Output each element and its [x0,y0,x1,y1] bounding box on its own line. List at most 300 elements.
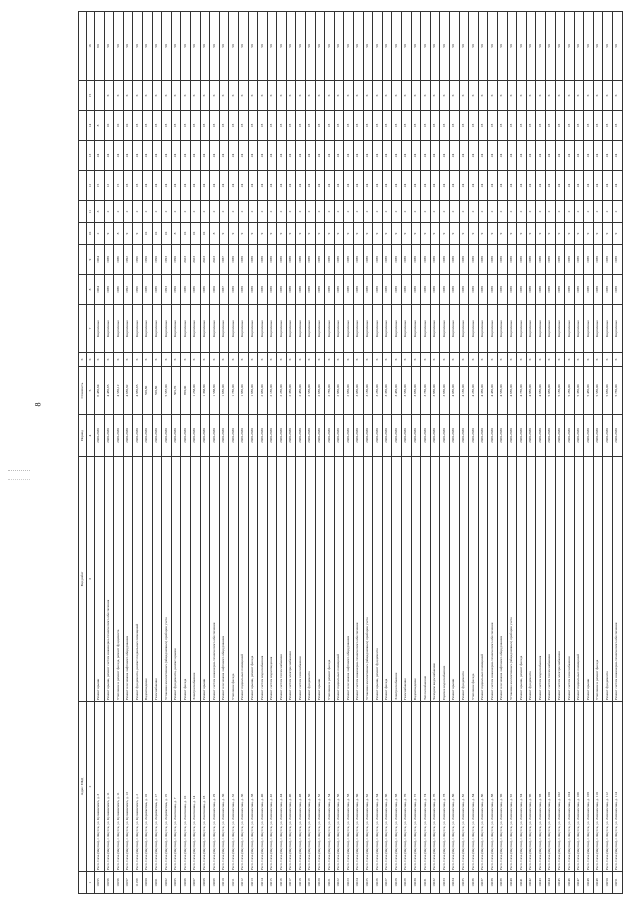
cell-year-repair: 1988 [277,245,287,275]
cell-col-15: 6 [430,81,440,111]
cell-col-16: 50 [593,12,603,81]
cell-col-14: 18 [286,111,296,141]
cell-year-repair: 2023 [190,245,200,275]
cell-year-built: 1988 [517,275,527,305]
column-number: 4 [87,415,95,457]
cell-col-10: 9 [315,223,325,245]
cell-year-repair: 1988 [488,245,498,275]
cell-col-11: 2 [574,201,584,223]
cell-wall-material: Кирпичные [545,305,555,353]
cell-year-built: 1988 [555,275,565,305]
cell-col-14: 18 [593,111,603,141]
cell-year-built: 1988 [344,275,354,305]
cell-col-16: 50 [574,12,584,81]
cell-work-type: Ремонт или замена лифтового оборудования [219,457,229,702]
cell-col-14: 18 [517,111,527,141]
cell-col-12: 24 [478,171,488,201]
cell-col-6: 6 [536,353,546,367]
table-row [315,12,325,894]
cell-row-id: 10244 [545,872,555,894]
cell-address: Респ. Саха (Якутия), г. Якутск, ул. Ломоносова, д. 82 [459,702,469,872]
cell-work-type: Ремонт крыши, ремонт фасада [248,457,258,702]
cell-address: Респ. Саха (Якутия), г. Якутск, ул. Лонгинова, д. 14 [190,702,200,872]
cell-row-id: 10228 [392,872,402,894]
cell-cost: 3 385,00 [382,367,392,415]
cell-col-16: 50 [210,12,220,81]
cell-col-14: 18 [613,111,623,141]
cell-year-repair: 1988 [459,245,469,275]
cell-col-14: 18 [536,111,546,141]
cell-col-16: 50 [402,12,412,81]
cell-work-type: Ремонт или замена лифтового оборудования [123,457,133,702]
cell-year-repair: 1988 [517,245,527,275]
cell-col-11: 2 [104,201,114,223]
cell-row-id: 10222 [334,872,344,894]
cell-cost: 4 885,65 [133,367,143,415]
cell-col-6: 6 [277,353,287,367]
cell-col-6: 6 [142,353,152,367]
cell-address: Респ. Саха (Якутия), г. Якутск, ул. Ломоносова, д. 78 [440,702,450,872]
cell-col-15: 6 [315,81,325,111]
cell-col-14: 18 [392,111,402,141]
table-row [306,12,316,894]
cell-wall-material: Кирпичные [267,305,277,353]
cell-year-repair: 1964 [95,245,105,275]
cell-col-6: 6 [210,353,220,367]
cell-wall-material: Кирпичные [123,305,133,353]
cell-row-id: 10239 [497,872,507,894]
cell-work-type: Ремонт систем инженерно-технического обеспечения [210,457,220,702]
cell-year-repair: 1988 [402,245,412,275]
cell-year-built: 1988 [238,275,248,305]
cell-work-type: Электроснабжение [190,457,200,702]
cell-col-12: 24 [603,171,613,201]
cell-address: Респ. Саха (Якутия), г. Якутск, ул. Лермонтова, д. 17 [152,702,162,872]
cell-period: 2020-2030 [181,415,191,457]
cell-col-14: 18 [171,111,181,141]
cell-year-built: 1988 [478,275,488,305]
table-row [536,12,546,894]
cell-cost: 1 368,80 [200,367,210,415]
cell-col-6: 6 [507,353,517,367]
cell-col-13: 24 [469,141,479,171]
cell-col-15: 6 [497,81,507,111]
cell-col-10: 9 [373,223,383,245]
cell-wall-material: Кирпичные [469,305,479,353]
cell-wall-material: Кирпичные [114,305,124,353]
table-row [488,12,498,894]
cell-col-14: 18 [200,111,210,141]
table-row [459,12,469,894]
cell-col-12: 24 [613,171,623,201]
cell-row-id: 10243 [536,872,546,894]
cell-year-built: 1987 [219,275,229,305]
cell-address: Респ. Саха (Якутия), г. Якутск, ул. Лермонтова, д. 10 [142,702,152,872]
cell-col-14: 18 [306,111,316,141]
cell-col-11: 2 [133,201,143,223]
cell-cost: 2 085,00 [258,367,268,415]
cell-col-12: 24 [248,171,258,201]
cell-col-11: 2 [277,201,287,223]
table-row [603,12,613,894]
cell-period: 2020-2030 [613,415,623,457]
cell-col-15: 6 [603,81,613,111]
cell-col-11: 2 [123,201,133,223]
cell-col-15: 6 [286,81,296,111]
cell-year-built: 1988 [402,275,412,305]
cell-col-16: 50 [545,12,555,81]
column-number: 13 [87,141,95,171]
cell-col-13: 24 [497,141,507,171]
cell-cost: 5 085,00 [545,367,555,415]
cell-wall-material: Кирпичные [277,305,287,353]
cell-work-type: Ремонт фундамента [603,457,613,702]
cell-col-16: 50 [162,12,172,81]
cell-year-repair: 1993 [162,245,172,275]
cell-work-type: Ремонт систем теплоснабжения [277,457,287,702]
cell-col-16: 50 [354,12,364,81]
cell-period: 2020-2030 [95,415,105,457]
cell-col-16: 50 [382,12,392,81]
cell-col-11: 2 [286,201,296,223]
cell-col-15: 6 [526,81,536,111]
cell-col-10: 9 [123,223,133,245]
cell-col-10: 9 [421,223,431,245]
cell-col-16: 50 [258,12,268,81]
cell-col-12: 24 [507,171,517,201]
cell-wall-material: Кирпичные [478,305,488,353]
cell-col-13: 24 [258,141,268,171]
cell-col-16: 50 [248,12,258,81]
cell-col-12: 24 [584,171,594,201]
cell-col-10: 9 [449,223,459,245]
cell-col-6: 6 [162,353,172,367]
cell-col-11: 2 [469,201,479,223]
cell-col-6: 6 [306,353,316,367]
cell-period: 2020-2030 [334,415,344,457]
cell-col-11: 2 [421,201,431,223]
cell-year-built: 1988 [507,275,517,305]
table-row [593,12,603,894]
cell-col-13: 24 [574,141,584,171]
cell-col-14: 18 [210,111,220,141]
cell-col-15: 6 [210,81,220,111]
cell-col-16: 50 [123,12,133,81]
cell-col-13: 24 [190,141,200,171]
cell-address: Респ. Саха (Якутия), г. Якутск, ул. Ломоносова, д. 74 [421,702,431,872]
cell-col-11: 2 [373,201,383,223]
cell-year-repair: 1988 [565,245,575,275]
cell-work-type: Утепление фасада [469,457,479,702]
cell-period: 2020-2030 [190,415,200,457]
cell-col-6: 6 [286,353,296,367]
cell-cost: 5 585,00 [593,367,603,415]
cell-col-12: 24 [545,171,555,201]
cell-col-11: 2 [229,201,239,223]
cell-col-13: 24 [152,141,162,171]
cell-period: 2020-2030 [536,415,546,457]
cell-year-repair: 1988 [229,245,239,275]
table-row [411,12,421,894]
cell-address: Респ. Саха (Якутия), г. Якутск, ул. Ломоносова, д. 54 [325,702,335,872]
cell-cost: 1 885,00 [238,367,248,415]
cell-col-14: 18 [469,111,479,141]
cell-year-built: 1988 [584,275,594,305]
cell-work-type: Установка коллективных (общедомовых) приборов учета [162,457,172,702]
cell-year-built: 1988 [325,275,335,305]
cell-col-14: 18 [488,111,498,141]
cell-col-16: 50 [459,12,469,81]
cell-work-type: Ремонт подвальных помещений [238,457,248,702]
table-row [267,12,277,894]
cell-col-13: 24 [565,141,575,171]
cell-col-15: 6 [584,81,594,111]
cell-col-15: 6 [545,81,555,111]
cell-col-6: 6 [517,353,527,367]
cell-col-13: 24 [325,141,335,171]
cell-year-built: 1964 [95,275,105,305]
table-row [402,12,412,894]
cell-col-15: 6 [248,81,258,111]
cell-work-type: Ремонт крыши, ремонт фасада [517,457,527,702]
cell-wall-material: Кирпичные [593,305,603,353]
cell-work-type: Ремонт систем водоотведения [267,457,277,702]
cell-row-id: 10225 [363,872,373,894]
cell-address: Респ. Саха (Якутия), г. Якутск, ул. Ломоносова, д. 100 [545,702,555,872]
cell-col-13: 24 [286,141,296,171]
cell-year-built: 1988 [315,275,325,305]
cell-year-repair: 2023 [200,245,210,275]
header-empty [79,275,87,305]
cell-row-id: 10206 [181,872,191,894]
cell-col-14: 18 [507,111,517,141]
cell-col-10: 9 [402,223,412,245]
table-row [325,12,335,894]
cell-col-11: 2 [430,201,440,223]
cell-cost: 1 588,80 [210,367,220,415]
cell-year-repair: 1988 [238,245,248,275]
cell-period: 2020-2030 [200,415,210,457]
cell-address: Респ. Саха (Якутия), г. Якутск, ул. Ломоносова, д. 114 [613,702,623,872]
cell-period: 2020-2030 [507,415,517,457]
column-number: 8 [87,275,95,305]
cell-col-13: 24 [526,141,536,171]
cell-year-built: 1988 [545,275,555,305]
cell-wall-material: Кирпичные [142,305,152,353]
cell-col-6: 6 [584,353,594,367]
cell-col-10: 9 [133,223,143,245]
cell-year-repair: 1992 [123,245,133,275]
cell-col-14: 18 [354,111,364,141]
cell-row-id: 10221 [325,872,335,894]
cell-col-12: 24 [286,171,296,201]
cell-year-built: 1988 [306,275,316,305]
table-row [430,12,440,894]
cell-col-10: 10 [152,223,162,245]
cell-wall-material: Кирпичные [421,305,431,353]
cell-work-type: Утепление и ремонт фасада [325,457,335,702]
cell-col-6: 6 [325,353,335,367]
cell-col-11: 2 [306,201,316,223]
cell-col-15: 6 [296,81,306,111]
cell-wall-material: Кирпичные [402,305,412,353]
cell-cost: 3 585,00 [402,367,412,415]
header-empty [79,171,87,201]
cell-col-10: 9 [478,223,488,245]
cell-col-15: 6 [306,81,316,111]
cell-col-6: 6 [104,353,114,367]
cell-col-16: 50 [219,12,229,81]
cell-col-10: 2 [95,223,105,245]
cell-col-12: 15 [114,171,124,201]
cell-col-11: 2 [565,201,575,223]
column-number: 5 [87,367,95,415]
cell-col-16: 50 [344,12,354,81]
table-row [449,12,459,894]
cell-wall-material: Кирпичные [325,305,335,353]
cell-period: 2020-2030 [325,415,335,457]
cell-wall-material: Кирпичные [286,305,296,353]
cell-col-16: 50 [325,12,335,81]
cell-row-id: 10233 [440,872,450,894]
cell-col-14: 18 [382,111,392,141]
cell-work-type: Ремонт подвальных помещений [478,457,488,702]
cell-col-12: 24 [210,171,220,201]
cell-year-built: 1988 [603,275,613,305]
cell-year-built: 1988 [459,275,469,305]
header-empty [79,12,87,81]
cell-col-16: 50 [142,12,152,81]
cell-col-16: 50 [526,12,536,81]
cell-year-built: 1988 [469,275,479,305]
cell-wall-material: Кирпичные [613,305,623,353]
cell-wall-material: Кирпичные [392,305,402,353]
column-number: 2 [87,702,95,872]
cell-address: Респ. Саха (Якутия), г. Якутск, ул. Ломоносова, д. 64 [373,702,383,872]
cell-year-built: 1988 [440,275,450,305]
cell-col-10: 9 [258,223,268,245]
cell-col-6: 6 [497,353,507,367]
cell-year-repair: 1988 [325,245,335,275]
header-address: Адрес МКД [79,702,87,872]
cell-col-10: 10 [200,223,210,245]
cell-col-10: 9 [507,223,517,245]
cell-year-built: 1988 [267,275,277,305]
cell-col-14: 18 [440,111,450,141]
cell-year-built: 1988 [613,275,623,305]
cell-col-14: 18 [526,111,536,141]
column-number: 1 [87,872,95,894]
cell-col-15: 6 [219,81,229,111]
cell-col-12: 24 [219,171,229,201]
cell-wall-material: Кирпичные [526,305,536,353]
cell-col-14: 18 [545,111,555,141]
cell-col-13: 24 [210,141,220,171]
cell-cost: 5 185,00 [555,367,565,415]
cell-col-14: 18 [277,111,287,141]
cell-year-built: 1986 [114,275,124,305]
cell-work-type: Утепление и ремонт фасада, ремонт фундамента [114,457,124,702]
cell-col-13: 24 [315,141,325,171]
cell-col-12: 24 [430,171,440,201]
cell-row-id: 10195 [95,872,105,894]
cell-col-12: 24 [449,171,459,201]
cell-year-repair: 1987 [219,245,229,275]
cell-work-type: Водоотведение [411,457,421,702]
cell-period: 2020-2030 [286,415,296,457]
cell-work-type: Горячее водоснабжение [440,457,450,702]
cell-row-id: 10245 [555,872,565,894]
cell-col-15: 6 [325,81,335,111]
cell-col-12: 24 [440,171,450,201]
cell-col-10: 9 [296,223,306,245]
cell-year-built: 1988 [593,275,603,305]
cell-period: 2020-2030 [104,415,114,457]
cell-col-14: 18 [238,111,248,141]
cell-year-built: 1989 [181,275,191,305]
cell-col-12: 24 [363,171,373,201]
cell-col-15: 6 [613,81,623,111]
cell-address: Респ. Саха (Якутия), г. Якутск, ул. Лермонтова, д. 19 [162,702,172,872]
cell-row-id: 10208 [200,872,210,894]
cell-col-13: 24 [373,141,383,171]
cell-col-14: 18 [574,111,584,141]
cell-cost: 5 587,00 [162,367,172,415]
cell-col-15: 6 [200,81,210,111]
header-work: Вид работ [79,457,87,702]
cell-col-14: 18 [162,111,172,141]
cell-year-repair: 1988 [497,245,507,275]
cell-col-11: 2 [354,201,364,223]
cell-col-15: 6 [238,81,248,111]
cell-address: Респ. Саха (Якутия), г. Якутск, ул. Ломоносова, д. 98 [536,702,546,872]
cell-col-13: 24 [517,141,527,171]
cell-cost: 3 785,00 [421,367,431,415]
cell-col-16: 50 [613,12,623,81]
cell-year-repair: 1988 [373,245,383,275]
cell-year-repair: 1988 [593,245,603,275]
cell-row-id: 10201 [152,872,162,894]
cell-row-id: 10209 [210,872,220,894]
cell-year-repair: 1988 [449,245,459,275]
cell-work-type: Ремонт систем электроснабжения [286,457,296,702]
cell-work-type: Ремонт крыши, ремонт фундамента [373,457,383,702]
cell-col-12: 24 [296,171,306,201]
cell-period: 2020-2030 [248,415,258,457]
cell-col-12: 24 [459,171,469,201]
cell-col-11: 2 [142,201,152,223]
cell-col-6: 6 [421,353,431,367]
column-number: 14 [87,111,95,141]
cell-col-6: 6 [440,353,450,367]
table-row [210,12,220,894]
cell-period: 2020-2030 [306,415,316,457]
cell-cost: 2 485,00 [296,367,306,415]
cell-work-type: Ремонт подвальных помещений [574,457,584,702]
cell-wall-material: Кирпичные [449,305,459,353]
cell-col-12: 24 [181,171,191,201]
cell-col-12: 24 [402,171,412,201]
cell-col-6: 6 [315,353,325,367]
cell-address: Респ. Саха (Якутия), г. Якутск, ул. Ломоносова, д. 60 [354,702,364,872]
cell-period: 2020-2030 [315,415,325,457]
cell-col-15: 6 [229,81,239,111]
table-row [344,12,354,894]
cell-work-type: Утепление фасада [229,457,239,702]
cell-cost: 4 285,00 [469,367,479,415]
cell-period: 2020-2030 [603,415,613,457]
table-row [238,12,248,894]
